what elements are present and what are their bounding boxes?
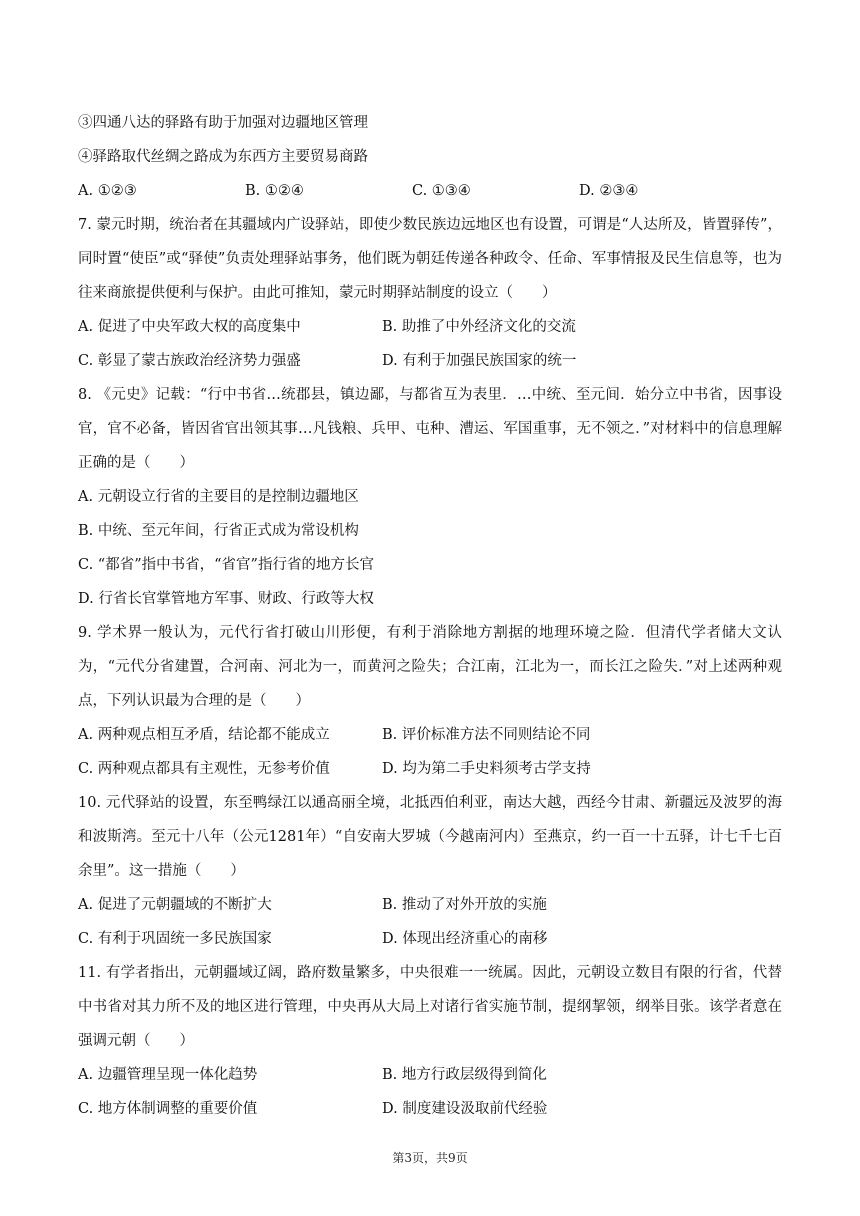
question-9-stem: 9. 学术界一般认为，元代行省打破山川形便，有利于消除地方割据的地理环境之险．但清代学者储大文认为，“元代分省建置，合河南、河北为一，而黄河之险失；合江南，江北为一，而长江之险失．”对上述两种观点，下列认识最为合理的是（ ） (78, 625, 782, 709)
option-b: B. 助推了中外经济文化的交流 (382, 319, 576, 335)
option-a: A. 两种观点相互矛盾，结论都不能成立 (78, 727, 330, 743)
page-content (78, 106, 782, 1126)
question-11-options-row2 (78, 1092, 782, 1126)
option-d: D. 体现出经济重心的南移 (382, 931, 548, 947)
option-c: C. 彰显了蒙古族政治经济势力强盛 (78, 353, 301, 369)
option-c: C. “都省”指中书省，“省官”指行省的地方长官 (78, 557, 374, 573)
option-b: B. 地方行政层级得到简化 (382, 1067, 547, 1083)
option-d: D. 均为第二手史料须考古学支持 (382, 761, 591, 777)
statement-3: ③四通八达的驿路有助于加强对边疆地区管理 (78, 115, 368, 131)
question-10-options-row2 (78, 922, 782, 956)
option-a: A. ①②③ (78, 183, 137, 199)
question-9-options-row2 (78, 752, 782, 786)
question-9-options-row1 (78, 718, 782, 752)
option-c: C. ①③④ (412, 183, 471, 199)
question-10-stem: 10. 元代驿站的设置，东至鸭绿江以通高丽全境，北抵西伯利亚，南达大越，西经今甘肃、新疆远及波罗的海和波斯湾。至元十八年（公元1281年）“自安南大罗城（今越南河内）至燕京，约一百一十五驿，计七千七百余里”。这一措施（ ） (78, 795, 782, 879)
option-b: B. 推动了对外开放的实施 (382, 897, 547, 913)
option-a: A. 促进了中央军政大权的高度集中 (78, 319, 301, 335)
option-b: B. 评价标准方法不同则结论不同 (382, 727, 591, 743)
option-b: B. ①②④ (245, 183, 304, 199)
question-7-options-row2 (78, 344, 782, 378)
question-8-stem: 8. 《元史》记载：“行中书省…统郡县，镇边鄙，与都省互为表里．…中统、至元间．始分立中书省，因事设官，官不必备，皆因省官出领其事…凡钱粮、兵甲、屯种、漕运、军国重事，无不领之．”对材料中的信息理解正确的是（ ） (78, 387, 782, 471)
option-a: A. 元朝设立行省的主要目的是控制边疆地区 (78, 489, 359, 505)
option-c: C. 地方体制调整的重要价值 (78, 1101, 258, 1117)
option-c: C. 两种观点都具有主观性，无参考价值 (78, 761, 330, 777)
option-a: A. 促进了元朝疆域的不断扩大 (78, 897, 272, 913)
option-d: D. 制度建设汲取前代经验 (382, 1101, 548, 1117)
option-a: A. 边疆管理呈现一体化趋势 (78, 1067, 258, 1083)
question-6-options (78, 174, 782, 208)
question-7-options-row1 (78, 310, 782, 344)
question-11-stem: 11. 有学者指出，元朝疆域辽阔，路府数量繁多，中央很难一一统属。因此，元朝设立数目有限的行省，代替中书省对其力所不及的地区进行管理，中央再从大局上对诸行省实施节制，提纲挈领，纲举目张。该学者意在强调元朝（ ） (78, 965, 782, 1049)
option-b: B. 中统、至元年间，行省正式成为常设机构 (78, 523, 359, 539)
question-11-options-row1 (78, 1058, 782, 1092)
question-10-options-row1 (78, 888, 782, 922)
question-7-stem: 7. 蒙元时期，统治者在其疆域内广设驿站，即使少数民族边远地区也有设置，可谓是“人达所及，皆置驿传”，同时置“使臣”或“驿使”负责处理驿站事务，他们既为朝廷传递各种政令、任命、军事情报及民生信息等，也为往来商旅提供便利与保护。由此可推知，蒙元时期驿站制度的设立（ ） (78, 217, 782, 301)
statement-4: ④驿路取代丝绸之路成为东西方主要贸易商路 (78, 149, 368, 165)
option-d: D. ②③④ (579, 183, 639, 199)
option-d: D. 有利于加强民族国家的统一 (382, 353, 577, 369)
option-c: C. 有利于巩固统一多民族国家 (78, 931, 272, 947)
option-d: D. 行省长官掌管地方军事、财政、行政等大权 (78, 591, 374, 607)
page-number: 第3页，共9页 (392, 1151, 468, 1165)
